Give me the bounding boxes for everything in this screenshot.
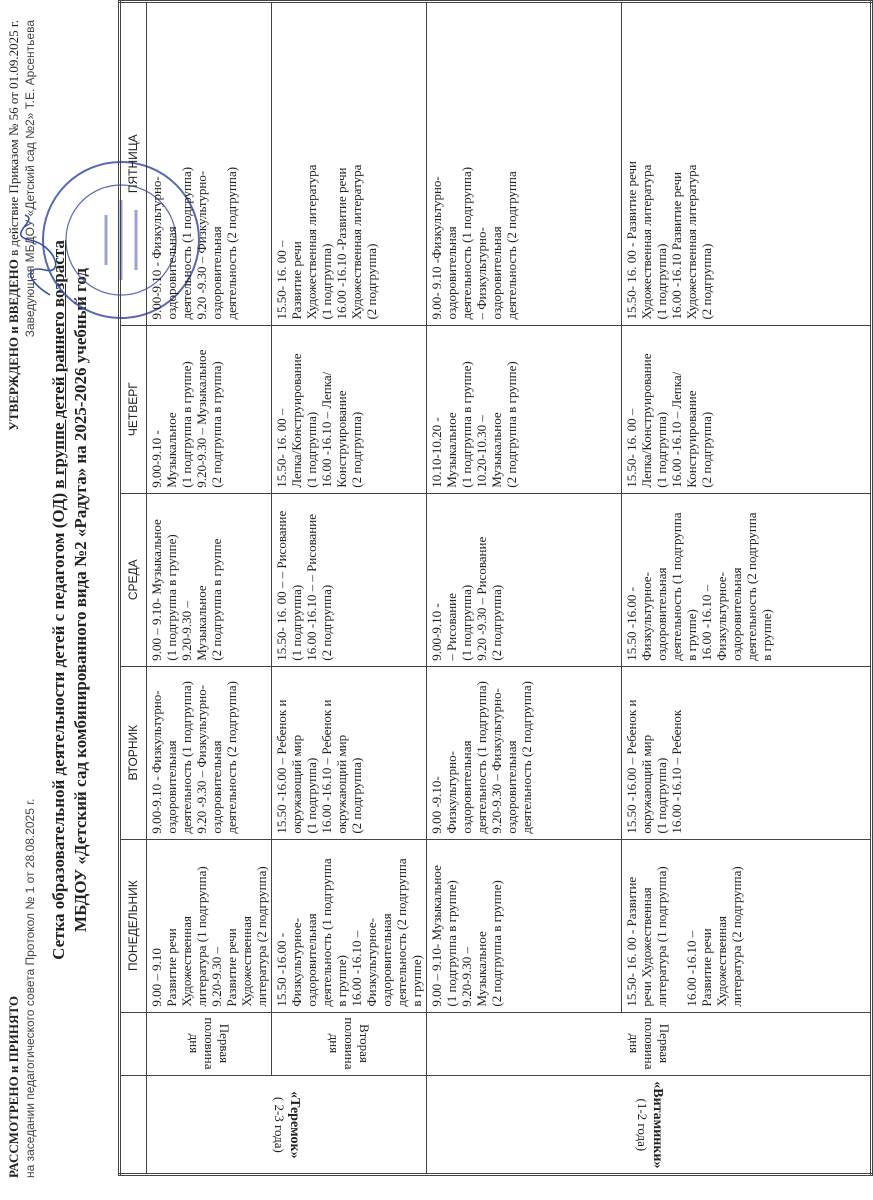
schedule-cell: 9.00-9.10 - Физкультурно- оздоровительная деятельность (1 подгруппа) 9.20 -9.30 – Физкультурно- оздоровительная деятельность (2 подгруппа) xyxy=(147,2,272,326)
schedule-cell: 9.00 -9.10- Физкультурно- оздоровительная деятельность (1 подгруппа) 9.20-9.30 – Физкультурно- оздоровительная деятельность (2 подгруппа) xyxy=(427,666,622,839)
schedule-cell: 15.50 -16.00 – Ребенок и окружающий мир (1 подгруппа) 16.00 -16.10 – Ребенок и окружающий мир (2 подгруппа) xyxy=(272,666,427,839)
table-header-row xyxy=(120,2,147,1175)
day-header: ПЯТНИЦА xyxy=(120,2,147,326)
table-row xyxy=(147,2,272,1175)
approval-right-title-bold: УТВЕРЖДЕНО и ВВЕДЕНО xyxy=(6,259,21,431)
day-header: ПОНЕДЕЛЬНИК xyxy=(120,839,147,1012)
approval-right-subtitle: Заведующая МБДОУ «Детский сад №2» Т.Е. Арсентьева xyxy=(23,20,37,338)
approval-right-title-rest: в действие Приказом № 56 от 01.09.2025 г. xyxy=(6,20,21,260)
schedule-cell: 15.50- 16. 00 – – Рисование (1 подгруппа) 16.00 -16.10 – – Рисование (2 подгруппа) xyxy=(272,493,427,666)
schedule-cell: 15.50- 16. 00 – Лепка/Конструирование (1 подгруппа) 16.00 -16.10 – Лепка/ Конструирование (2 подгруппа) xyxy=(622,325,872,493)
day-header: ВТОРНИК xyxy=(120,666,147,839)
approval-left-subtitle: на заседании педагогического совета Протокол № 1 от 28.08.2025 г. xyxy=(23,798,37,1178)
schedule-cell: 9.00-9.10 - Физкультурно- оздоровительная деятельность (1 подгруппа) 9.20 -9.30 – Физкультурно- оздоровительная деятельность (2 подгруппа) xyxy=(147,666,272,839)
table-row xyxy=(272,2,427,1175)
schedule-cell: 9.00 – 9.10 Развитие речи Художественная литература (1 подгруппа) 9.20-9.30 – Развитие речи Художественная литература (2 подгруппа) xyxy=(147,839,272,1012)
half-day-label: Первая половина дня xyxy=(427,1012,872,1075)
approval-left xyxy=(6,799,38,1178)
half-day-label: Вторая половина дня xyxy=(272,1012,427,1075)
schedule-cell: 15.50- 16. 00 – Лепка/Конструирование (1 подгруппа) 16.00 -16.10 – Лепка/ Конструирование (2 подгруппа) xyxy=(272,325,427,493)
approval-left-title: РАССМОТРЕНО и ПРИНЯТО xyxy=(6,996,21,1178)
schedule-cell: 15.50 -16.00 - Физкультурное- оздоровительная деятельность (1 подгруппа в группе) 16.00 -16.10 – Физкультурное- оздоровительная деятельность (2 подгруппа в группе) xyxy=(272,839,427,1012)
day-header: СРЕДА xyxy=(120,493,147,666)
table-row xyxy=(622,2,872,1175)
schedule-cell: 9.00-9.10 - – Рисование (1 подгруппа) 9.20 -9.30 – Рисование (2 подгруппа) xyxy=(427,493,622,666)
title-line2: МБДОУ «Детский сад комбинированного вида №2 «Радуга» на 2025-2026 учебный год xyxy=(71,268,90,932)
schedule-cell: 9.00-9.10 - Музыкальное (1 подгруппа в группе) 9.20-9.30 – Музыкальное (2 подгруппа в группа) xyxy=(147,325,272,493)
schedule-cell: 9.00 – 9.10- Музыкальное (1 подгруппа в группе) 9.20-9.30 – Музыкальное (2 подгруппа в группе xyxy=(147,493,272,666)
table-row xyxy=(427,2,622,1175)
approval-right xyxy=(6,20,38,600)
schedule-cell: 15.50- 16. 00 - Развитие речи Художественная литература (1 подгруппа) 16.00 -16.10 Развитие речи Художественная литература (2 подгруппа) xyxy=(622,2,872,326)
schedule-cell: 15.50- 16. 00 – Развитие речи Художественная литература (1 подгруппа) 16.00 -16.10 -Развитие речи Художественная литература (2 подгруппа) xyxy=(272,2,427,326)
group-label: «Теремок» ( 2-3 года) xyxy=(147,1075,427,1174)
schedule-cell: 15.50 -16.00 - Физкультурное- оздоровительная деятельность (1 подгруппа в группе) 16.00 -16.10 – Физкультурное- оздоровительная деятельность (2 подгруппа в группе) xyxy=(622,493,872,666)
group-label: «Витаминки» (1-2 года) xyxy=(427,1075,872,1174)
schedule-cell: 15.50- 16. 00 - Развитие речи Художественная литература (1 подгруппа) 16.00 -16.10 – Развитие речи Художественная литература (2 подгруппа) xyxy=(622,839,872,1012)
schedule-cell: 9.00 – 9.10- Музыкальное (1 подгруппа в группе) 9.20-9.30 – Музыкальное (2 подгруппа в группе) xyxy=(427,839,622,1012)
schedule-cell: 15.50 -16.00 – Ребенок и окружающий мир (1 подгруппа) 16.00 -16.10 – Ребенок xyxy=(622,666,872,839)
schedule-cell: 9.00- 9.10 -Физкультурно- оздоровительная деятельность (1 подгруппа) – Физкультурно- оздоровительная деятельность (2 подгруппа xyxy=(427,2,622,326)
signature-mark xyxy=(20,210,60,300)
schedule-cell: 10.10-10.20 - Музыкальное (1 подгруппа в группе) 10.20-10.30 – Музыкальное (2 подгруппа в группе) xyxy=(427,325,622,493)
day-header: ЧЕТВЕРГ xyxy=(120,325,147,493)
schedule-table xyxy=(118,0,873,1176)
half-day-label: Первая половина дня xyxy=(147,1012,272,1075)
title-line1-underlined: в группе детей раннего возраста xyxy=(49,240,68,489)
title-line1: Сетка образовательной деятельности детей с педагогом (ОД) xyxy=(49,488,68,960)
